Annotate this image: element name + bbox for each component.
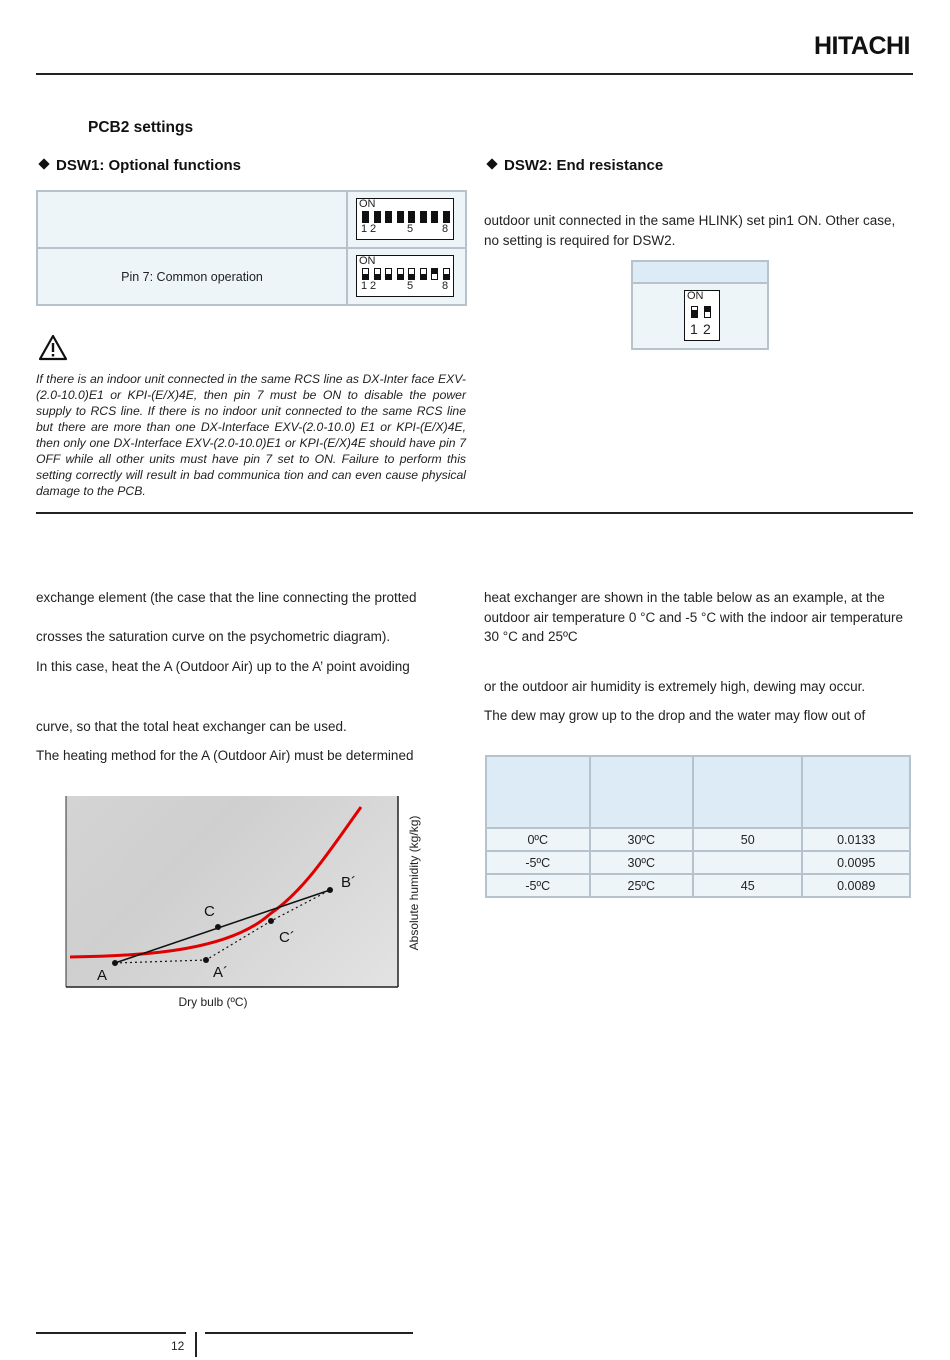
table-row <box>486 874 910 897</box>
dip-lever <box>443 211 450 223</box>
table-cell <box>693 851 802 874</box>
line-a-b <box>115 890 330 963</box>
table-header-row <box>486 756 910 828</box>
label-c: C <box>204 903 215 920</box>
dip-lever-knob <box>386 212 391 222</box>
dip-lever-knob <box>386 274 391 279</box>
dip-lever <box>362 211 369 223</box>
dip-pin-number: 8 <box>442 280 449 292</box>
table-cell: 30ºC <box>590 828 694 851</box>
psychrometric-chart <box>60 790 440 1020</box>
dsw2-heading-text: DSW2: End resistance <box>504 157 664 174</box>
dip-pin-number: 2 <box>703 321 711 337</box>
dsw2-heading <box>488 157 663 174</box>
footer-line-right <box>205 1332 413 1334</box>
table-cell: 0.0095 <box>802 851 910 874</box>
dsw1-table <box>36 190 467 306</box>
dip-pin-number: 1 <box>690 321 698 337</box>
dsw1-dip-cell <box>347 248 466 305</box>
dip-lever <box>374 211 381 223</box>
left-paragraph-3: In this case, heat the A (Outdoor Air) up to the A’ point avoiding <box>36 659 410 674</box>
table-cell: 0.0133 <box>802 828 910 851</box>
header-divider <box>36 73 913 75</box>
dip-lever-knob <box>421 274 426 279</box>
dip-lever <box>420 268 427 280</box>
dip-pin-number: 5 <box>407 223 414 235</box>
dip-switch-icon <box>684 290 720 341</box>
dip-on-label: ON <box>359 198 376 210</box>
table-cell: 0.0089 <box>802 874 910 897</box>
dip-lever-knob <box>375 212 380 222</box>
dip-pin-number: 8 <box>442 223 449 235</box>
diamond-bullet-icon <box>486 158 497 169</box>
dip-lever <box>408 268 415 280</box>
dip-lever <box>431 268 438 280</box>
point-c-prime <box>268 918 274 924</box>
table-cell: 30ºC <box>590 851 694 874</box>
table-row <box>37 191 466 248</box>
left-paragraph-2: crosses the saturation curve on the psychometric diagram). <box>36 629 391 644</box>
dsw2-description: outdoor unit connected in the same HLINK) set pin1 ON. Other case, no setting is required for DSW2. <box>484 213 896 248</box>
dip-lever <box>385 211 392 223</box>
dip-pin-number: 1 <box>361 223 368 235</box>
table-header <box>802 756 910 828</box>
dip-lever-knob <box>398 274 403 279</box>
label-b-prime: B´ <box>341 874 356 891</box>
dip-lever-knob <box>432 212 437 222</box>
label-a: A <box>97 967 108 984</box>
dsw1-dip-cell <box>347 191 466 248</box>
dsw2-box <box>631 260 769 350</box>
section-title: PCB2 settings <box>88 119 194 136</box>
point-c <box>215 924 221 930</box>
point-b-prime <box>327 887 333 893</box>
left-paragraph-5: The heating method for the A (Outdoor Air) must be determined <box>36 748 414 763</box>
right-paragraph-2: or the outdoor air humidity is extremely high, dewing may occur. <box>484 679 866 694</box>
page-number: 12 <box>171 1339 185 1353</box>
dip-pin-number: 1 <box>361 280 368 292</box>
y-axis-label: Absolute humidity (kg/kg) <box>407 815 421 951</box>
dip-lever-knob <box>363 212 368 222</box>
table-cell: -5ºC <box>486 874 590 897</box>
left-paragraph-1: exchange element (the case that the line connecting the protted <box>36 590 417 605</box>
table-row <box>37 248 466 305</box>
table-header <box>590 756 694 828</box>
dip-lever <box>408 211 415 223</box>
dip-switch-icon <box>356 198 454 240</box>
footer-line-left <box>36 1332 186 1334</box>
table-row <box>486 851 910 874</box>
table-cell: 45 <box>693 874 802 897</box>
table-cell: 50 <box>693 828 802 851</box>
humidity-table <box>485 755 911 898</box>
dip-pin-number: 2 <box>370 280 377 292</box>
point-a-prime <box>203 957 209 963</box>
table-cell: 0ºC <box>486 828 590 851</box>
label-a-prime: A´ <box>213 964 228 981</box>
dip-lever-knob <box>375 274 380 279</box>
dip-lever <box>691 306 698 318</box>
dip-lever <box>704 306 711 318</box>
dsw1-row-label: Pin 7: Common operation <box>37 248 347 305</box>
dsw1-row-label <box>37 191 347 248</box>
dip-lever-knob <box>398 212 403 222</box>
right-paragraph-1: heat exchanger are shown in the table below as an example, at the outdoor air temperature 0 °C and -5 °C with the indoor air temperature 30 °C and 25ºC <box>484 590 904 644</box>
dip-switch-icon <box>356 255 454 297</box>
dip-lever <box>397 268 404 280</box>
diamond-bullet-icon <box>38 158 49 169</box>
right-paragraph-3: The dew may grow up to the drop and the water may flow out of <box>484 708 866 723</box>
saturation-curve <box>70 807 361 957</box>
hitachi-logo: HITACHI <box>813 32 910 60</box>
table-cell: 25ºC <box>590 874 694 897</box>
warning-triangle-icon <box>38 334 68 361</box>
point-a <box>112 960 118 966</box>
dip-lever <box>397 211 404 223</box>
left-paragraph-4: curve, so that the total heat exchanger can be used. <box>36 719 347 734</box>
dip-lever-knob <box>432 269 437 274</box>
section-divider <box>36 512 913 514</box>
dip-lever-knob <box>409 274 414 279</box>
table-header <box>693 756 802 828</box>
label-c-prime: C´ <box>279 929 295 946</box>
dip-on-label: ON <box>687 290 704 302</box>
dip-lever-knob <box>444 212 449 222</box>
dip-lever <box>362 268 369 280</box>
dip-lever <box>374 268 381 280</box>
dip-lever-knob <box>421 212 426 222</box>
dip-pin-number: 2 <box>370 223 377 235</box>
dip-lever <box>431 211 438 223</box>
dsw1-heading-text: DSW1: Optional functions <box>56 157 241 174</box>
dip-lever-knob <box>444 274 449 279</box>
dip-lever <box>420 211 427 223</box>
dip-lever-knob <box>705 307 710 312</box>
dip-pin-number: 5 <box>407 280 414 292</box>
footer-separator <box>195 1332 197 1357</box>
table-cell: -5ºC <box>486 851 590 874</box>
dip-lever-knob <box>363 274 368 279</box>
x-axis-label: Dry bulb (ºC) <box>178 995 248 1009</box>
table-header <box>486 756 590 828</box>
dsw1-heading <box>40 157 241 174</box>
warning-note: If there is an indoor unit connected in the same RCS line as DX-Inter face EXV-(2.0-10.0)E1 or KPI-(E/X)4E, then pin 7 must be ON to disable the power supply to RCS line. If there is no indoor unit connected to the same RCS line but there are more than one DX-Interface EXV-(2.0-10.0) E1 or KPI-(E/X)4E, then only one DX-Interface EXV-(2.0-10.0)E1 or KPI-(E/X)4E should have pin 7 OFF while all other units must have pin 7 set to ON. Failure to perform this setting correctly will result in bad communica tion and can even cause physical damage to the PCB. <box>36 372 466 498</box>
dip-lever <box>443 268 450 280</box>
dip-lever-knob <box>692 310 697 317</box>
dsw2-box-header <box>633 262 767 284</box>
dip-lever <box>385 268 392 280</box>
dip-lever-knob <box>409 212 414 222</box>
table-row <box>486 828 910 851</box>
dip-on-label: ON <box>359 255 376 267</box>
